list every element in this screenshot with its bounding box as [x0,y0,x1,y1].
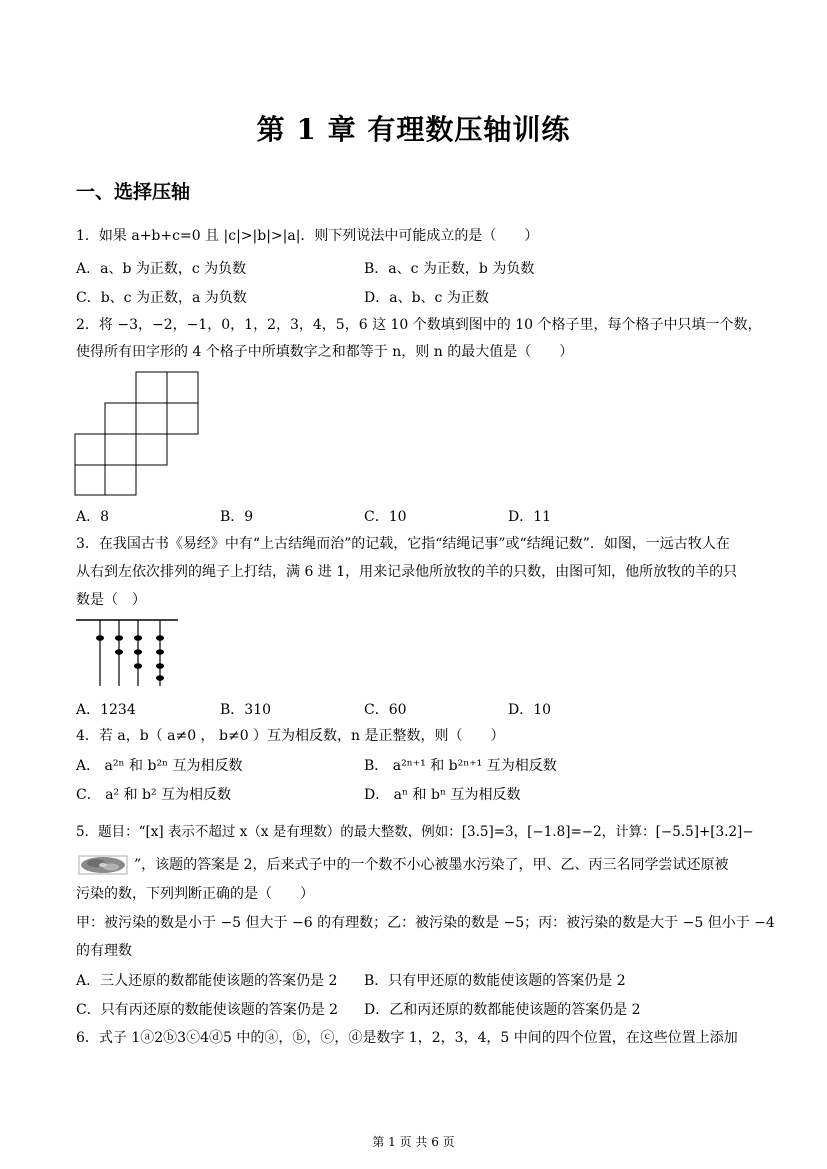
q1-option-a: A．a、b 为正数，c 为负数 [76,261,247,277]
page-title: 第 1 章 有理数压轴训练 [256,113,571,146]
q5-stem-line3: 污染的数，下列判断正确的是（ ） [76,886,314,902]
q2-option-a: A．8 [76,509,110,525]
q5-stem-line4: 甲：被污染的数是小于 −5 但大于 −6 的有理数；乙：被污染的数是 −5；丙：被污染的数是大于 −5 但小于 −4 [76,915,775,931]
q1-option-b: B．a、c 为正数，b 为负数 [364,261,535,277]
page-footer: 第 1 页 共 6 页 [372,1135,455,1149]
q5-stem-line2: ”，该题的答案是 2，后来式子中的一个数不小心被墨水污染了，甲、乙、丙三名同学尝试还原被 [134,857,729,873]
knot [134,635,142,641]
q1-option-c: C．b、c 为正数，a 为负数 [76,290,247,306]
q3-option-c: C．60 [364,702,407,718]
q3-option-b: B．310 [220,702,272,718]
q2-option-d: D．11 [508,509,552,525]
q1-option-d: D．a、b、c 为正数 [364,290,489,306]
knot [96,635,104,641]
grid-cell [136,434,167,465]
q6-stem-line1: 6．式子 1ⓐ2ⓑ3ⓒ4ⓓ5 中的ⓐ，ⓑ，ⓒ，ⓓ是数字 1，2，3，4，5 中间的四个位置，在这些位置上添加 [76,1030,738,1046]
q1-stem: 1．如果 a+b+c=0 且 |c|>|b|>|a|．则下列说法中可能成立的是（ ） [76,228,539,244]
grid-cell [105,403,136,434]
q5-stem-line1: 5．题目：“[x] 表示不超过 x（x 是有理数）的最大整数，例如：[3.5]=3，[−1.8]=−2，计算：[−5.5]+[3.2]− [76,824,754,840]
q2-option-b: B．9 [220,509,254,525]
q4-stem: 4．若 a，b（ a≠0 ， b≠0 ）互为相反数，n 是正整数，则（ ） [76,728,505,744]
q5-stem-line5: 的有理数 [76,943,132,959]
q4-option-a: A． a²ⁿ 和 b²ⁿ 互为相反数 [76,758,243,774]
knot [156,663,164,669]
grid-cell [105,465,136,495]
q5-option-d: D．乙和丙还原的数都能使该题的答案仍是 2 [364,1002,641,1018]
q5-option-b: B．只有甲还原的数能使该题的答案仍是 2 [364,973,626,989]
knot-rope-figure [74,614,184,690]
knot [134,649,142,655]
grid-cell [167,403,198,434]
grid-cell [136,403,167,434]
grid-cell [167,372,198,403]
knot [156,635,164,641]
q2-stem-line2: 使得所有田字形的 4 个格子中所填数字之和都等于 n，则 n 的最大值是（ ） [76,344,574,360]
q3-option-a: A．1234 [76,702,136,718]
q3-option-d: D．10 [508,702,552,718]
q2-stem-line1: 2．将 −3，−2，−1，0，1，2，3，4，5，6 这 10 个数填到图中的 10 个格子里，每个格子中只填一个数， [76,317,762,333]
grid-cell [75,465,105,495]
q5-option-a: A．三人还原的数都能使该题的答案仍是 2 [76,973,338,989]
knot [134,663,142,669]
ink-stain-image [78,854,128,876]
knot [156,649,164,655]
q4-option-b: B． a²ⁿ⁺¹ 和 b²ⁿ⁺¹ 互为相反数 [364,758,557,774]
knot [115,635,123,641]
knot [156,675,164,681]
q2-option-c: C．10 [364,509,407,525]
q3-stem-line3: 数是（ ） [76,592,146,608]
q4-option-c: C． a² 和 b² 互为相反数 [76,787,232,803]
q3-stem-line1: 3．在我国古书《易经》中有“上古结绳而治”的记载，它指“结绳记事”或“结绳记数”．如图，一远古牧人在 [76,536,730,552]
grid-cell [136,372,167,403]
q3-stem-line2: 从右到左依次排列的绳子上打结，满 6 进 1，用来记录他所放牧的羊的只数，由图可知，他所放牧的羊的只 [76,564,738,580]
grid-figure [74,370,204,497]
grid-cell [75,434,105,465]
grid-cell [105,434,136,465]
section-heading: 一、选择压轴 [76,181,191,203]
q4-option-d: D． aⁿ 和 bⁿ 互为相反数 [364,787,521,803]
knot [115,649,123,655]
q5-option-c: C．只有丙还原的数能使该题的答案仍是 2 [76,1002,339,1018]
